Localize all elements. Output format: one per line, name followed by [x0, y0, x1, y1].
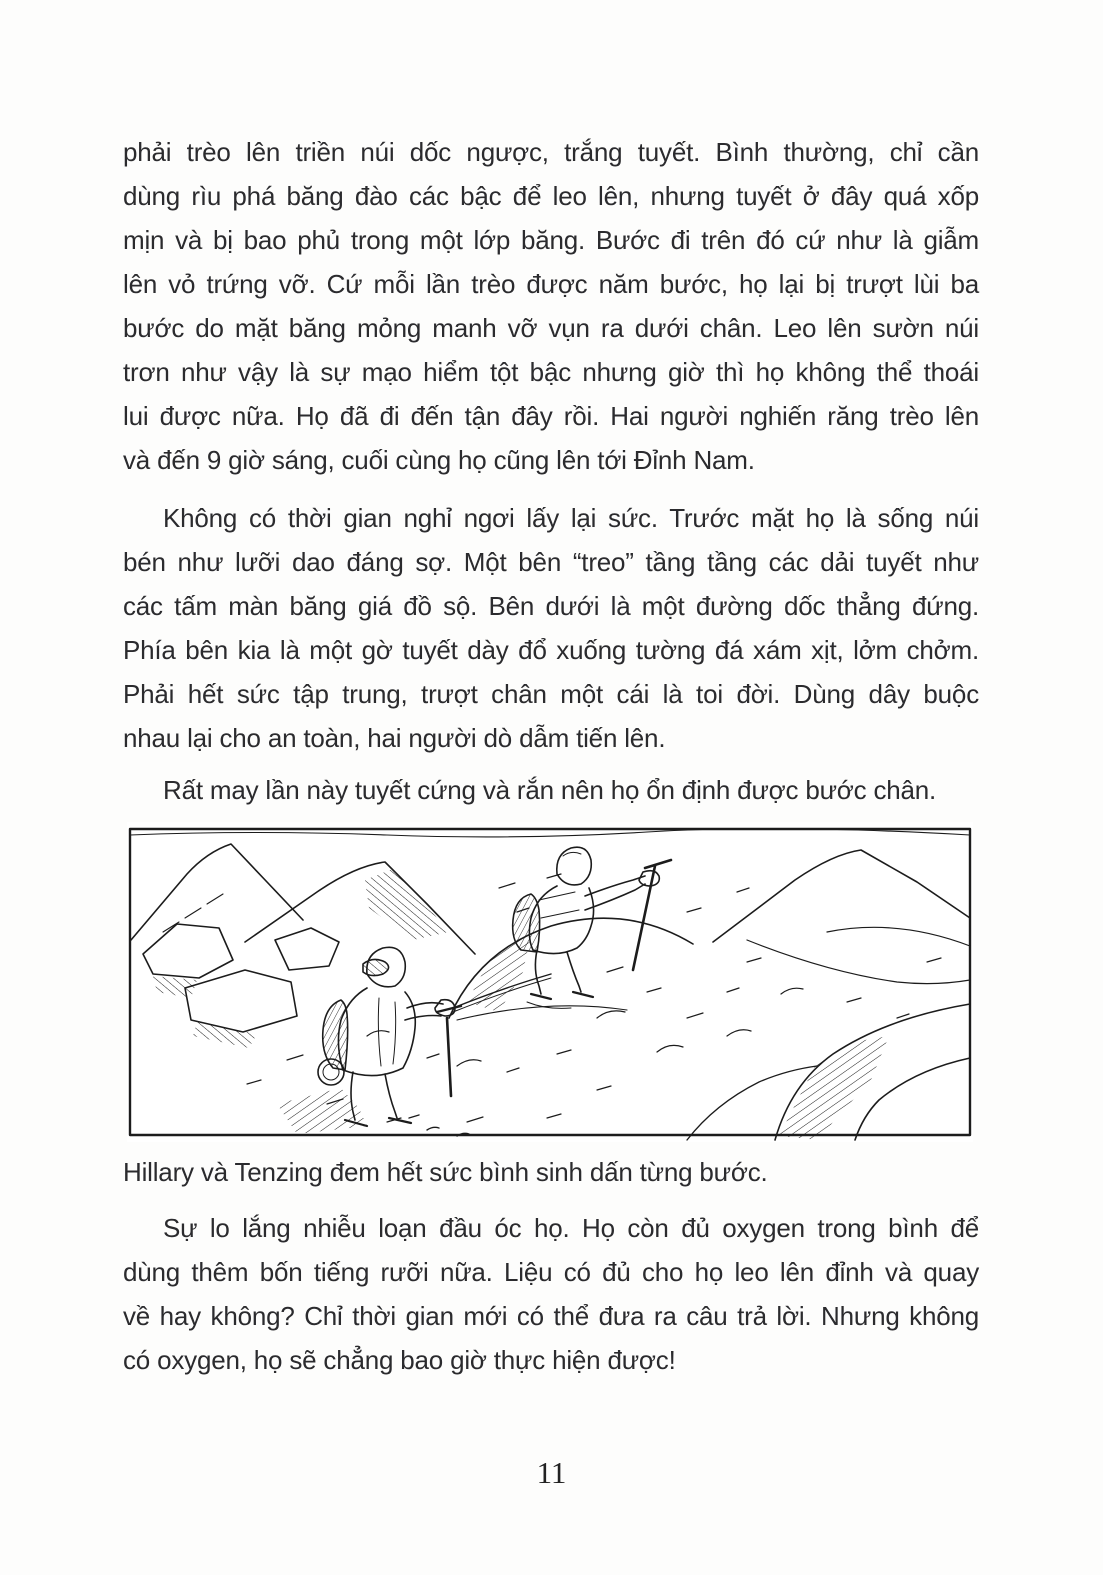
- text-line: Phía bên kia là một gờ tuyết dày đổ xuống tường đá xám xịt, lởm chởm.: [123, 635, 979, 665]
- text-line: lên vỏ trứng vỡ. Cứ mỗi lần trèo được năm bước, họ lại bị trượt lùi ba: [123, 269, 979, 299]
- figure-caption: [123, 1150, 979, 1194]
- climber-upper-figure: [513, 847, 671, 1008]
- caption-text: Hillary và Tenzing đem hết sức bình sinh dấn từng bước.: [123, 1157, 768, 1187]
- text-line: Không có thời gian nghỉ ngơi lấy lại sức. Trước mặt họ là sống núi: [163, 503, 979, 533]
- ice-axe-lower: [447, 1018, 451, 1096]
- text-line: phải trèo lên triền núi dốc ngược, trắng tuyết. Bình thường, chỉ cần: [123, 137, 979, 167]
- text-line: nhau lại cho an toàn, hai người dò dẫm tiến lên.: [123, 723, 666, 753]
- paragraph-3: [123, 768, 979, 812]
- page-number: 11: [536, 1455, 567, 1490]
- text-line: các tấm màn băng giá đồ sộ. Bên dưới là một đường dốc thẳng đứng.: [123, 591, 979, 621]
- text-line: trơn như vậy là sự mạo hiểm tột bậc nhưng giờ thì họ không thể thoái: [123, 357, 979, 387]
- text-line: và đến 9 giờ sáng, cuối cùng họ cũng lên tới Đỉnh Nam.: [123, 445, 755, 475]
- paragraph-4: [123, 1206, 979, 1382]
- text-line: Sự lo lắng nhiễu loạn đầu óc họ. Họ còn đủ oxygen trong bình để: [163, 1213, 979, 1243]
- text-line: lui được nữa. Họ đã đi đến tận đây rồi. Hai người nghiến răng trèo lên: [123, 401, 979, 431]
- terrain-background: [131, 844, 970, 1140]
- text-line: có oxygen, họ sẽ chẳng bao giờ thực hiện được!: [123, 1345, 676, 1375]
- paragraph-1: [123, 130, 979, 482]
- text-line: dùng thêm bốn tiếng rưỡi nữa. Liệu có đủ cho họ leo lên đỉnh và quay: [123, 1257, 979, 1287]
- text-line: mịn và bị bao phủ trong một lớp băng. Bước đi trên đó cứ như là giẫm: [123, 225, 979, 255]
- mountain-climbing-illustration: [127, 822, 973, 1142]
- text-line: Phải hết sức tập trung, trượt chân một cái là toi đời. Dùng dây buộc: [123, 679, 979, 709]
- text-line: bước do mặt băng mỏng manh vỡ vụn ra dưới chân. Leo lên sườn núi: [123, 313, 979, 343]
- text-line: dùng rìu phá băng đào các bậc để leo lên, nhưng tuyết ở đây quá xốp: [123, 181, 979, 211]
- paragraph-2: [123, 496, 979, 760]
- ice-axe-upper: [633, 866, 655, 970]
- text-line: về hay không? Chỉ thời gian mới có thể đưa ra câu trả lời. Nhưng không: [123, 1301, 979, 1331]
- text-line: Rất may lần này tuyết cứng và rắn nên họ ổn định được bước chân.: [163, 775, 937, 805]
- illustration-drawing: [127, 822, 973, 1142]
- text-line: bén như lưỡi dao đáng sợ. Một bên “treo” tầng tầng các dải tuyết như: [123, 547, 979, 577]
